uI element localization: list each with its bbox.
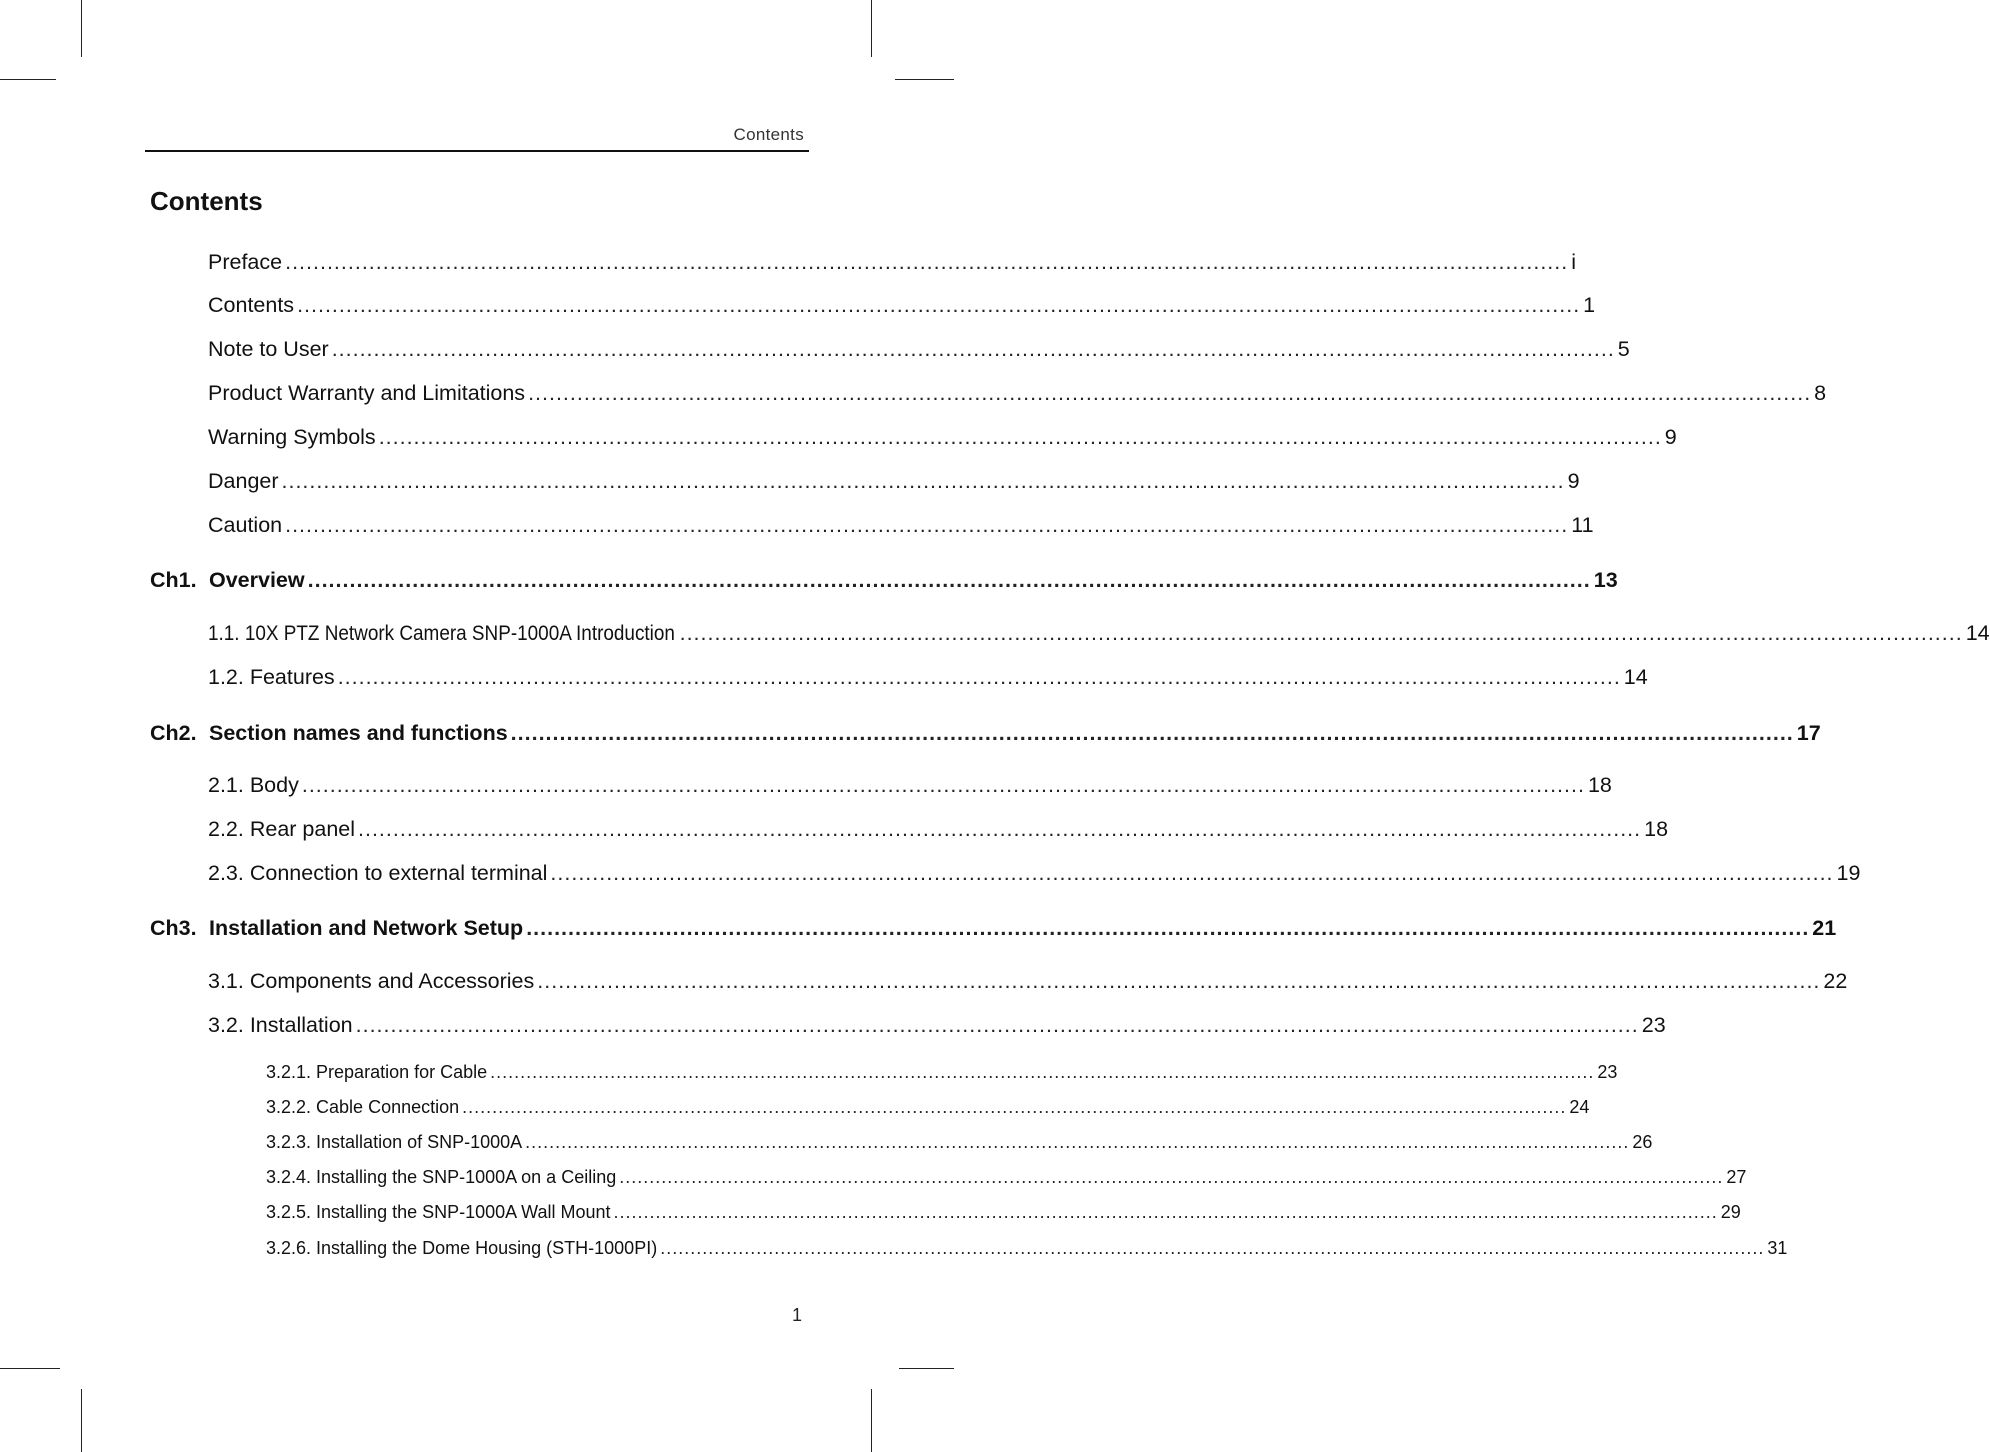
chapter-title: Overview xyxy=(209,568,305,592)
page-title: Contents xyxy=(150,186,263,216)
chapter-title: Section names and functions xyxy=(209,721,508,745)
toc-entry-contents[interactable]: Contents ........................................................................................................................................................................................ 1 xyxy=(208,293,1596,317)
toc-chapter-1[interactable]: Ch1. Overview ........................................................................................................................................................................................ 13 xyxy=(150,568,1618,592)
chapter-number: Ch3. xyxy=(150,916,197,940)
toc-entry-caution[interactable]: Caution ........................................................................................................................................................................................ 11 xyxy=(208,513,1594,537)
header-rule xyxy=(145,150,809,152)
chapter-title: Installation and Network Setup xyxy=(209,916,524,940)
toc-entry-1-1[interactable]: 1.1. 10X PTZ Network Camera SNP-1000A Introduction ........................................................................................................................................................................................ 14 xyxy=(208,621,1990,645)
toc-entry-3-2-5[interactable]: 3.2.5. Installing the SNP-1000A Wall Mount ........................................................................................................................................................................................ 29 xyxy=(266,1202,1741,1222)
toc-entry-3-2-4[interactable]: 3.2.4. Installing the SNP-1000A on a Ceiling ........................................................................................................................................................................................ 27 xyxy=(266,1167,1747,1187)
page-number: 1 xyxy=(792,1305,803,1325)
toc-chapter-2[interactable]: Ch2. Section names and functions ........................................................................................................................................................................................ 17 xyxy=(150,721,1821,745)
toc-entry-preface[interactable]: Preface ........................................................................................................................................................................................ i xyxy=(208,250,1576,274)
toc-entry-2-3[interactable]: 2.3. Connection to external terminal ........................................................................................................................................................................................ 19 xyxy=(208,861,1861,885)
toc-chapter-3[interactable]: Ch3. Installation and Network Setup ........................................................................................................................................................................................ 21 xyxy=(150,916,1837,940)
toc-entry-3-2-2[interactable]: 3.2.2. Cable Connection ........................................................................................................................................................................................ 24 xyxy=(266,1097,1590,1117)
crop-mark xyxy=(81,1389,82,1452)
crop-mark xyxy=(81,0,82,57)
running-header: Contents xyxy=(733,125,804,144)
toc-entry-2-2[interactable]: 2.2. Rear panel ........................................................................................................................................................................................ 18 xyxy=(208,817,1669,841)
crop-mark xyxy=(0,1368,60,1369)
crop-mark xyxy=(899,1368,954,1369)
crop-mark xyxy=(871,0,872,57)
toc-entry-3-2-1[interactable]: 3.2.1. Preparation for Cable ........................................................................................................................................................................................ 23 xyxy=(266,1062,1618,1082)
toc-entry-warning-symbols[interactable]: Warning Symbols ........................................................................................................................................................................................ 9 xyxy=(208,425,1677,449)
toc-entry-2-1[interactable]: 2.1. Body ........................................................................................................................................................................................ 18 xyxy=(208,773,1612,797)
crop-mark xyxy=(871,1389,872,1452)
toc-entry-1-2[interactable]: 1.2. Features ........................................................................................................................................................................................ 14 xyxy=(208,665,1648,689)
toc-entry-3-2[interactable]: 3.2. Installation ........................................................................................................................................................................................ 23 xyxy=(208,1013,1666,1037)
toc-entry-danger[interactable]: Danger ........................................................................................................................................................................................ 9 xyxy=(208,469,1580,493)
toc-entry-warranty[interactable]: Product Warranty and Limitations ........................................................................................................................................................................................ 8 xyxy=(208,381,1827,405)
toc-entry-3-2-3[interactable]: 3.2.3. Installation of SNP-1000A ........................................................................................................................................................................................ 26 xyxy=(266,1132,1653,1152)
toc-entry-3-2-6[interactable]: 3.2.6. Installing the Dome Housing (STH-1000PI) ........................................................................................................................................................................................ 31 xyxy=(266,1238,1788,1258)
crop-mark xyxy=(895,79,954,80)
chapter-number: Ch2. xyxy=(150,721,197,745)
toc-entry-3-1[interactable]: 3.1. Components and Accessories ........................................................................................................................................................................................ 22 xyxy=(208,969,1848,993)
chapter-number: Ch1. xyxy=(150,568,197,592)
crop-mark xyxy=(0,79,56,80)
toc-entry-note-to-user[interactable]: Note to User ........................................................................................................................................................................................ 5 xyxy=(208,337,1630,361)
